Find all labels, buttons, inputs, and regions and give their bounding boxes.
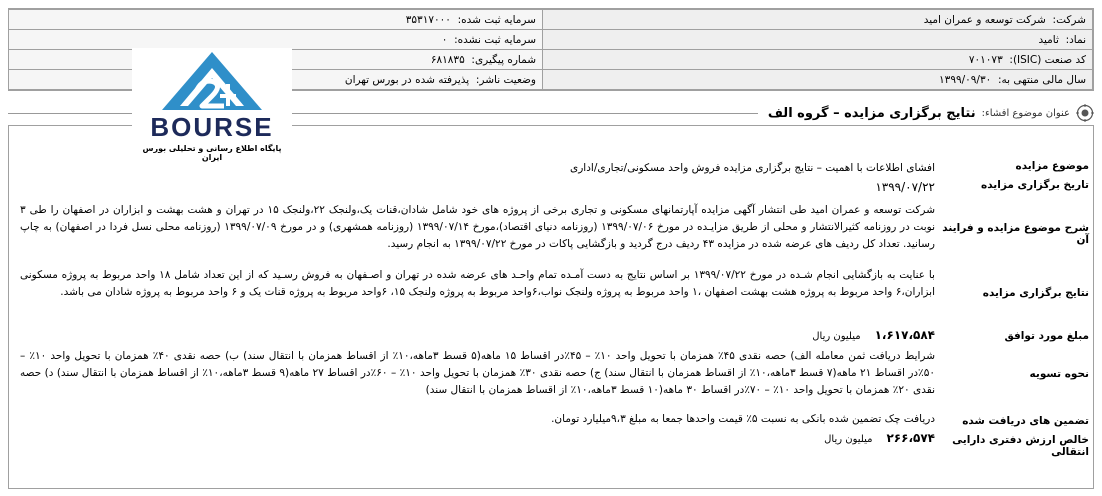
isic-value: ۷۰۱۰۷۳: [968, 53, 1003, 66]
net-book-value: ۲۶۶،۵۷۴: [886, 431, 935, 445]
bourse-logo-text: BOURSE: [150, 112, 274, 142]
company-value: شرکت توسعه و عمران امید: [923, 13, 1046, 26]
detail-key: خالص ارزش دفتری دارایی انتقالی: [952, 434, 1089, 458]
unreg-capital-value: ۰: [441, 33, 448, 46]
symbol-value: ثامید: [1038, 33, 1059, 46]
detail-key: مبلغ مورد توافق: [1004, 330, 1089, 342]
detail-value: شرکت توسعه و عمران امید طی انتشار آگهی مزایده آپارتمانهای مسکونی و تجاری برخی از پروژه های خود شامل شادان،قنات یک،ولنجک ۲۲،ولنجک ۱۵ در تهران و هشت بهشت و ابزاران در اصفهان را طی ۳ نوبت در روزنامه کثیرالانتشار و محلی از طریق مزایـده در مورخ ۱۳۹۹/۰۷/۰۶ (روزنامه دنیای اقتصاد)،مورخ ۱۳۹۹/۰۷/۱۴ (روزنامه همشهری) و در مورخ ۱۳۹۹/۰۷/۰۹ (روزنامه محلی نسل فردا در اصفهان) به چاپ رسانید. تعداد کل ردیف های عرضه شده در مزایده ۴۳ ردیف درج گردید و بازگشایی پاکات در مورخ ۱۳۹۹/۰۷/۲۲ به انجام رسید.: [20, 204, 936, 250]
subject-title: نتایج برگزاری مزایده – گروه الف: [767, 105, 976, 121]
unreg-capital-label: سرمایه ثبت نشده:: [454, 33, 536, 46]
detail-value: شرایط دریافت ثمن معامله الف) حصه نقدی ۴۵٪ همزمان با تحویل واحد ۱۰٪ – ۴۵٪در اقساط ۱۵ ماهه(۵ قسط ۳ماهه،۱۰٪ از اقساط همزمان با انتقال سند) ب) حصه نقدی ۴۰٪ همزمان با تحویل واحد ۱۰٪ – ۵۰٪در اقساط ۲۱ ماهه(۷ قسط ۳ماهه،۱۰٪ از اقساط همزمان با انتقال سند) ج) حصه نقدی ۳۰٪ همزمان با تحویل واحد ۱۰٪ – ۶۰٪در اقساط ۲۷ ماهه(۹ قسط ۳ماهه،۱۰٪ از اقساط همزمان با انتقال سند) د) حصه نقدی ۲۰٪ همزمان با تحویل واحد ۱۰٪ – ۷۰٪در اقساط ۳۰ ماهه(۱۰ قسط ۳ماهه،۱۰٪ از اقساط همزمان با انتقال سند): [20, 350, 935, 396]
bourse-logo-graphic: [132, 48, 292, 144]
detail-key: نحوه تسویه: [1029, 368, 1089, 380]
detail-key: تاریخ برگزاری مزایده: [981, 179, 1089, 191]
symbol-label: نماد:: [1065, 33, 1086, 46]
isic-label: کد صنعت (ISIC):: [1009, 53, 1086, 66]
symbol-cell: [543, 30, 1093, 50]
auction-details-box: [8, 125, 1094, 489]
detail-key: تضمین های دریافت شده: [962, 415, 1089, 427]
net-book-value-unit: میلیون ریال: [824, 434, 873, 445]
unreg-capital-cell: [9, 30, 543, 50]
detail-value: [20, 327, 935, 345]
company-label: شرکت:: [1052, 13, 1086, 26]
reg-capital-label: سرمایه ثبت شده:: [457, 13, 536, 26]
detail-key: نتایج برگزاری مزایده: [982, 287, 1089, 299]
fiscal-year-value: ۱۳۹۹/۰۹/۳۰: [939, 73, 992, 86]
detail-key: شرح موضوع مزایده و فرایند آن: [942, 222, 1089, 246]
publisher-status-value: پذیرفته شده در بورس تهران: [344, 73, 470, 86]
bourse-logo-tagline: پایگاه اطلاع رسانی و تحلیلی بورس ایران: [142, 144, 282, 162]
reg-capital-cell: [9, 10, 543, 30]
bourse-logo: [132, 48, 292, 160]
target-bullet-icon: [1076, 104, 1094, 122]
company-cell: [543, 10, 1093, 30]
subject-label: عنوان موضوع افشاء:: [981, 107, 1070, 119]
detail-key: موضوع مزایده: [1015, 160, 1089, 172]
isic-cell: [543, 50, 1093, 70]
detail-value: ۱۳۹۹/۰۷/۲۲: [875, 180, 935, 194]
detail-value: با عنایت به بازگشایی انجام شـده در مورخ ۱۳۹۹/۰۷/۲۲ بر اساس نتایج به دست آمـده تمام واحـد های عرضه شده در تهران و اصـفهان به فروش رسـید که از این تعداد شامل ۱۸ واحد مربوط به پروژه مسکونی ابزاران،۶ واحد مربوط به پروژه هشت بهشت اصفهان ،۱ واحد مربوط به پروژه ولنجک نواب،۶واحد مربوط به پروژه ولنجک ۱۵، ۶واحد مربوط به پروژه قنات یک و ۶ واحد مربوط به پروژه شادان می باشد.: [20, 269, 935, 298]
agreed-amount-unit: میلیون ریال: [812, 331, 861, 342]
reg-capital-value: ۳۵۳۱۷۰۰۰: [405, 13, 451, 26]
subject-divider: [8, 113, 758, 114]
fiscal-year-label: سال مالی منتهی به:: [997, 73, 1086, 86]
tracking-label: شماره پیگیری:: [471, 53, 536, 66]
detail-value: [20, 430, 935, 448]
detail-value: افشای اطلاعات با اهمیت – نتایج برگزاری مزایده فروش واحد مسکونی/تجاری/اداری: [570, 162, 935, 174]
agreed-amount-value: ۱،۶۱۷،۵۸۴: [874, 328, 935, 342]
fiscal-year-cell: [543, 70, 1093, 90]
publisher-status-label: وضعیت ناشر:: [475, 73, 536, 86]
tracking-value: ۶۸۱۸۳۵: [430, 53, 465, 66]
detail-value: دریافت چک تضمین شده بانکی به نسبت ۵٪ قیمت واحدها جمعا به مبلغ ۹،۳میلیارد تومان.: [551, 413, 935, 425]
